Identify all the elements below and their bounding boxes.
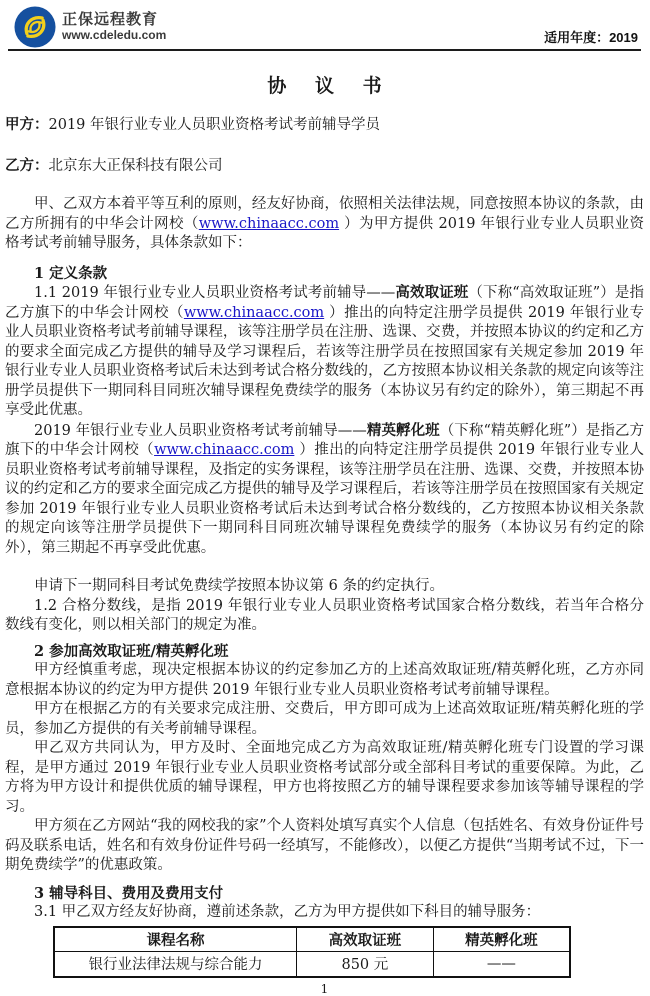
clause-elite-paragraph [5,421,644,559]
brand-name: 正保远程教育 [62,11,159,29]
section2-paragraph-1: 甲方经慎重考虑，现决定根据本协议的约定参加乙方的上述高效取证班/精英孵化班，乙方亦同意根据本协议的约定为甲方提供 2019 年银行业专业人员职业资格考试考前辅导课程。 [5,662,644,698]
clause-elite-pre: 2019 年银行业专业人员职业资格考试考前辅导—— [34,422,367,439]
page-number: 1 [320,981,329,996]
intro-paragraph [5,195,644,254]
brand-text [62,12,166,42]
intro-text-post: ）为甲方提供 2019 年银行业专业人员职业资格考试考前辅导服务，具体条款如下： [5,215,644,251]
document-title: 协 议 书 [267,75,393,97]
header-rule [8,49,641,51]
fee-table-row [54,952,570,977]
section3-heading: 3 辅导科目、费用及费用支付 [34,884,224,902]
renew-paragraph: 申请下一期同科目考试免费续学按照本协议第 6 条的约定执行。 [34,578,444,594]
clause-elite-mid: （下称“精英孵化班”）是指乙方旗下的中华会计网校（ [5,422,645,458]
brand-url-link[interactable]: www.cdeledu.com [62,27,167,42]
section2-paragraph-4: 甲方须在乙方网站“我的网校我的家”个人资料处填写真实个人信息（包括姓名、有效身份证件号码及联系电话，姓名和有效身份证件号码一经填写，不能修改），以便乙方提供“当期考试不过，下一期免费续学”的优惠政策。 [5,818,644,873]
clause-1-2-paragraph: 1.2 合格分数线，是指 2019 年银行业专业人员职业资格考试国家合格分数线，若当年合格分数线有变化，则以相关部门的规定为准。 [5,597,644,633]
party-b-line [5,156,644,177]
party-b-label: 乙方： [5,156,49,174]
clause-1-1-mid: （下称“高效取证班”）是指乙方旗下的中华会计网校（ [5,285,645,321]
section1-heading: 1 定义条款 [34,264,108,282]
fee-table-header-row [54,927,570,952]
party-b-value: 北京东大正保科技有限公司 [48,157,223,174]
party-a-value: 2019 年银行业专业人员职业资格考试考前辅导学员 [48,117,381,133]
fee-table [53,926,571,978]
chinaacc-link[interactable]: www.chinaacc.com [198,215,340,232]
header-jingying-class: 精英孵化班 [433,927,570,952]
cell-jingying-price: —— [433,952,570,977]
gaoxiao-class-name: 高效取证班 [395,284,469,301]
party-a-line [5,115,644,136]
applicable-year-label: 适用年度：2019 [544,30,638,45]
chinaacc-link-3[interactable]: www.chinaacc.com [154,442,295,458]
clause-3-1-paragraph: 3.1 甲乙双方经友好协商，遵前述条款，乙方为甲方提供如下科目的辅导服务： [34,904,541,920]
section2-heading: 2 参加高效取证班/精英孵化班 [34,642,229,660]
header-gaoxiao-class: 高效取证班 [297,927,434,952]
header-course-name: 课程名称 [54,927,297,952]
brand-block [14,6,166,48]
cell-gaoxiao-price: 850 元 [297,952,434,977]
party-a-label: 甲方： [5,116,49,133]
jingying-class-name: 精英孵化班 [366,421,440,439]
page-header [5,4,644,48]
section2-paragraph-3: 甲乙双方共同认为，甲方及时、全面地完成乙方为高效取证班/精英孵化班专门设置的学习课程，是甲方通过 2019 年银行业专业人员职业资格考试部分或全部科目考试的重要保障。为此，乙方将为甲方设计和提供优质的辅导课程，甲方也将按照乙方的辅导课程要求参加该等辅导课程的学习。 [5,740,644,815]
clause-1-1-pre: 1.1 2019 年银行业专业人员职业资格考试考前辅导—— [34,285,396,301]
cell-course-name: 银行业法律法规与综合能力 [54,952,297,977]
cdel-swirl-logo-icon [14,6,56,48]
clause-1-1-paragraph [5,283,644,421]
chinaacc-link-2[interactable]: www.chinaacc.com [183,304,325,321]
clause-elite-post: ）推出的向特定注册学员提供 2019 年银行业专业人员职业资格考试考前辅导课程，及指定的实务课程，该等注册学员在注册、选课、交费，并按照本协议的约定和乙方的要求全面完成乙方提供的辅导及学习课程后，若该等注册学员在按照国家有关规定参加 2019 年银行业专业人员职业资格考试后未达到考试合格分数线的，乙方按照本协议相关条款的规定向该等注册学员提供下一期同科目同班次辅导课程免费续学的服务（本协议另有约定的除外），第三期起不再享受此优惠。 [5,442,645,556]
section2-paragraph-2: 甲方在根据乙方的有关要求完成注册、交费后，甲方即可成为上述高效取证班/精英孵化班的学员，参加乙方提供的有关考前辅导课程。 [5,701,644,737]
clause-1-1-post: ）推出的向特定注册学员提供 2019 年银行业专业人员职业资格考试考前辅导课程，该等注册学员在注册、选课、交费，并按照本协议的约定和乙方的要求全面完成乙方提供的辅导及学习课程后，若该等注册学员在按照国家有关规定参加 2019 年银行业专业人员职业资格考试后未达到考试合格分数线的，乙方按照本协议相关条款的规定向该等注册学员提供下一期同科目同班次辅导课程免费续学的服务（本协议另有约定的除外），第三期起不再享受此优惠。 [5,304,644,418]
intro-text-pre: 甲、乙双方本着平等互利的原则，经友好协商，依照相关法律法规，同意按照本协议的条款，由乙方所拥有的中华会计网校（ [5,196,644,232]
